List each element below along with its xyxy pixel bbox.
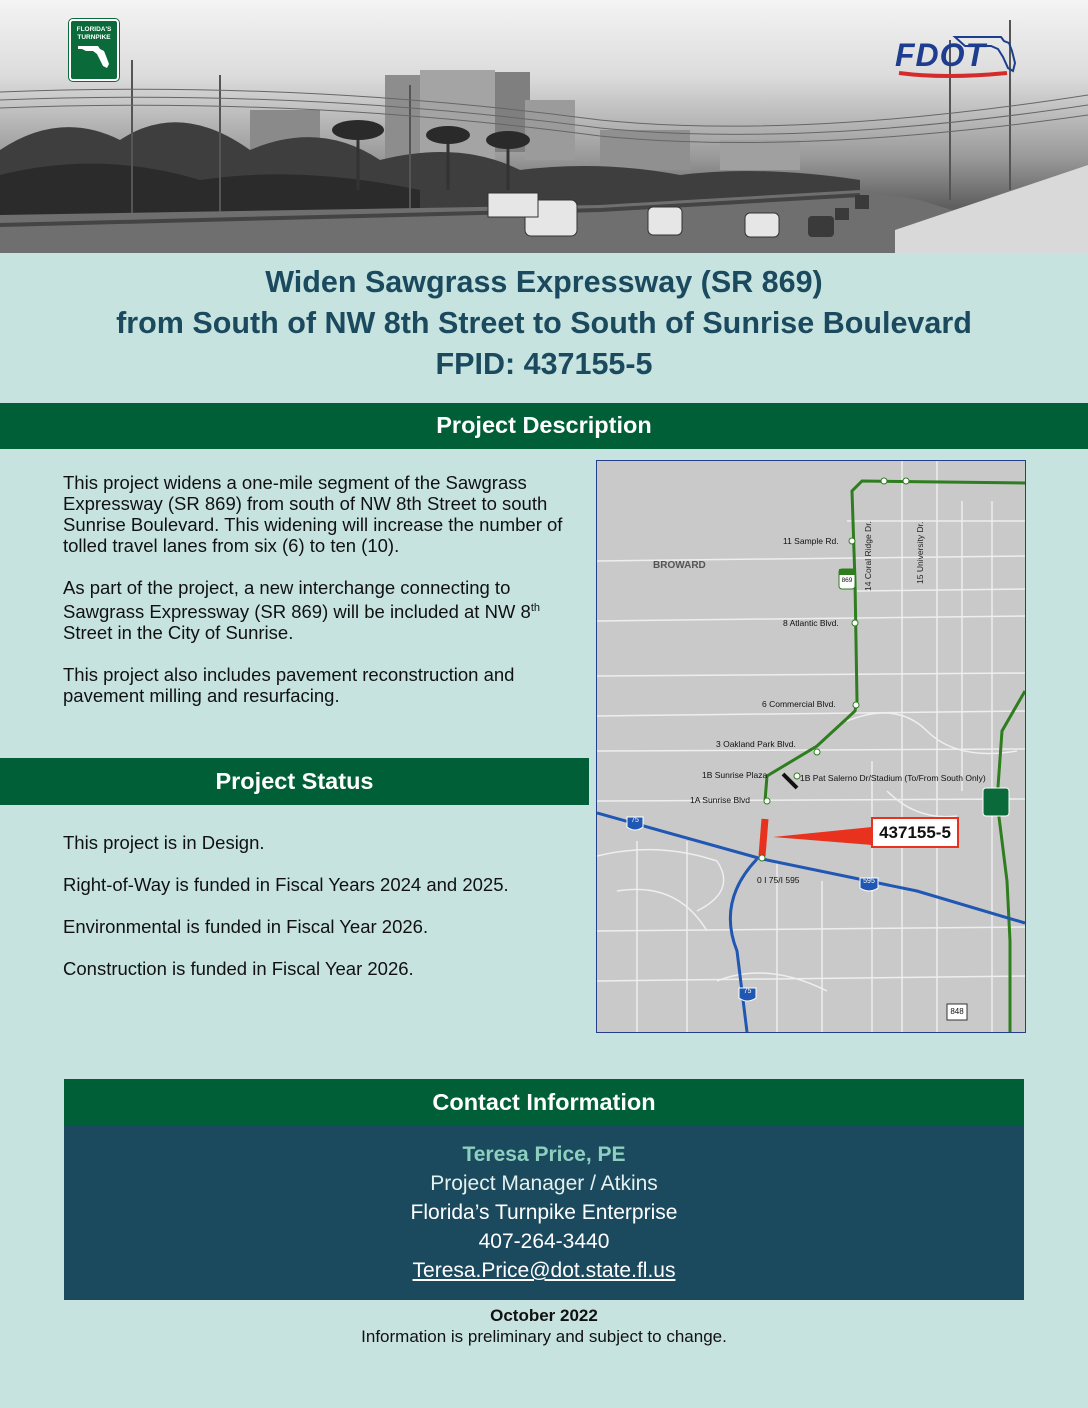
turnpike-logo-line-1: FLORIDA'S bbox=[76, 26, 112, 33]
contact-phone: 407-264-3440 bbox=[478, 1230, 610, 1253]
project-status-heading bbox=[0, 758, 589, 805]
map-graphic bbox=[597, 461, 1025, 1032]
footer-note: Information is preliminary and subject to change. bbox=[361, 1327, 727, 1346]
route-shield-label: 75 bbox=[743, 988, 752, 995]
turnpike-logo bbox=[69, 19, 119, 81]
contact-email-link[interactable]: Teresa.Price@dot.state.fl.us bbox=[412, 1259, 676, 1282]
map-exit-label: 1B Sunrise Plaza bbox=[702, 770, 768, 780]
map-exit-label: 1B Pat Salerno Dr/Stadium (To/From South Only) bbox=[800, 773, 986, 783]
map-county-label: BROWARD bbox=[653, 560, 706, 571]
street-grid bbox=[597, 461, 1025, 1032]
route-shield-label: 869 bbox=[841, 577, 853, 584]
description-paragraph-2-text: As part of the project, a new interchange connecting to Sawgrass Expressway (SR 869) will be included at NW 8 bbox=[63, 577, 531, 623]
project-segment bbox=[762, 819, 765, 856]
status-item: Construction is funded in Fiscal Year 2026. bbox=[63, 958, 414, 979]
contact-role: Project Manager / Atkins bbox=[430, 1172, 658, 1195]
title-line-3: FPID: 437155-5 bbox=[435, 347, 653, 381]
map-road-label: 15 University Dr. bbox=[915, 521, 925, 584]
callout-pointer bbox=[773, 827, 872, 845]
project-location-map bbox=[596, 460, 1026, 1033]
description-paragraph-2 bbox=[63, 577, 563, 643]
status-item: Right-of-Way is funded in Fiscal Years 2024 and 2025. bbox=[63, 874, 509, 895]
contact-panel bbox=[64, 1126, 1024, 1300]
status-item: Environmental is funded in Fiscal Year 2026. bbox=[63, 916, 429, 937]
description-paragraph-2-end: Street in the City of Sunrise. bbox=[63, 622, 294, 644]
title-line-2: from South of NW 8th Street to South of Sunrise Boulevard bbox=[116, 306, 972, 340]
route-shield-label: 595 bbox=[863, 878, 875, 885]
florida-state-icon bbox=[76, 42, 112, 70]
status-item: This project is in Design. bbox=[63, 832, 265, 853]
project-status-heading-text: Project Status bbox=[215, 768, 374, 794]
contact-name: Teresa Price, PE bbox=[462, 1143, 626, 1166]
fdot-logo bbox=[895, 33, 1020, 85]
contact-information-heading bbox=[64, 1079, 1024, 1126]
footer bbox=[0, 1305, 1088, 1347]
map-exit-label: 0 I 75/I 595 bbox=[757, 875, 800, 885]
map-exit-label: 11 Sample Rd. bbox=[783, 536, 839, 546]
map-exit-label: 1A Sunrise Blvd bbox=[690, 795, 751, 805]
contact-information-heading-text: Contact Information bbox=[432, 1089, 656, 1115]
route-shield-label: 75 bbox=[631, 817, 639, 824]
route-shield-label: 848 bbox=[950, 1007, 964, 1016]
map-exit-label: 3 Oakland Park Blvd. bbox=[716, 739, 796, 749]
project-description-text bbox=[63, 472, 563, 727]
map-exit-label: 8 Atlantic Blvd. bbox=[783, 618, 839, 628]
description-paragraph-1: This project widens a one-mile segment of the Sawgrass Expressway (SR 869) from south of NW 8th Street to south Sunrise Boulevard. This widening will increase the number of tolled travel lanes from six (6) to ten (10). bbox=[63, 472, 563, 556]
florida-turnpike-route bbox=[997, 691, 1025, 1032]
footer-date: October 2022 bbox=[490, 1306, 598, 1325]
project-callout-label: 437155-5 bbox=[871, 817, 959, 848]
project-description-heading-text: Project Description bbox=[436, 412, 652, 438]
project-description-heading bbox=[0, 403, 1088, 449]
map-exit-label: 6 Commercial Blvd. bbox=[762, 699, 836, 709]
title-line-1: Widen Sawgrass Expressway (SR 869) bbox=[265, 265, 823, 299]
page-title bbox=[0, 262, 1088, 385]
project-status-list bbox=[63, 832, 583, 1000]
description-paragraph-3: This project also includes pavement reconstruction and pavement milling and resurfacing. bbox=[63, 664, 515, 707]
map-road-label: 14 Coral Ridge Dr. bbox=[863, 521, 873, 591]
turnpike-logo-line-2: TURNPIKE bbox=[77, 34, 111, 41]
route-shield-icons bbox=[627, 569, 1009, 1020]
interstate-75-route bbox=[730, 859, 757, 1032]
ordinal-suffix: th bbox=[530, 602, 541, 614]
fdot-wordmark: FDOT bbox=[895, 37, 987, 73]
interstate-595-route bbox=[597, 813, 1025, 923]
contact-organization: Florida’s Turnpike Enterprise bbox=[410, 1201, 678, 1224]
